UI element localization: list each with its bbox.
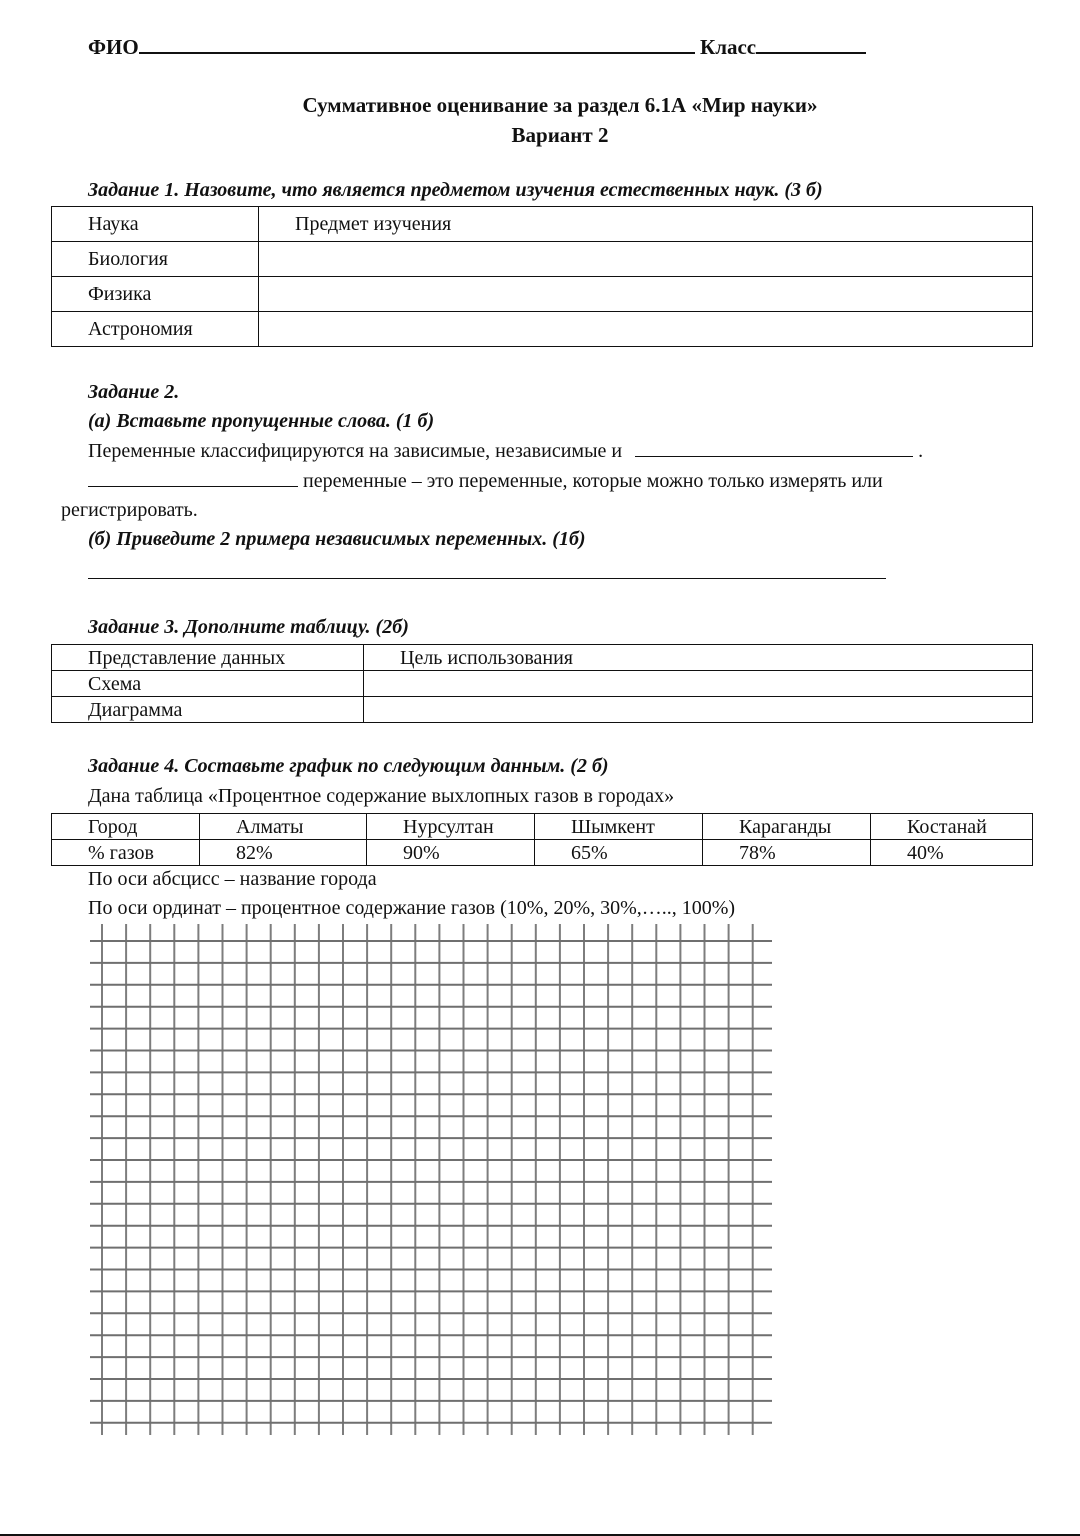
gas-data-table [51,813,1033,866]
value-cell: 40% [871,840,1033,866]
city-cell: Нурсултан [367,814,535,840]
task2-part-b: (б) Приведите 2 примера независимых переменных. (1б) [88,528,586,550]
answer-cell[interactable] [259,277,1033,312]
row-header-cell: % газов [52,840,200,866]
class-label: Класс [699,35,757,59]
answer-cell[interactable] [259,312,1033,347]
task2-part-a: (а) Вставьте пропущенные слова. (1 б) [88,410,435,432]
graph-paper-grid[interactable] [88,922,778,1437]
row-header-cell: Город [52,814,200,840]
table-row [52,277,1033,312]
table-header-row [52,207,1033,242]
science-cell: Астрономия [52,312,259,347]
value-cell: 90% [367,840,535,866]
class-field[interactable] [756,30,866,54]
document-title [0,90,1080,150]
answer-cell[interactable] [259,242,1033,277]
table-row [52,671,1033,697]
blank-field-2[interactable] [88,470,298,487]
y-axis-note: По оси ординат – процентное содержание газов (10%, 20%, 30%,….., 100%) [88,897,736,919]
city-cell: Костанай [871,814,1033,840]
header-cell: Представление данных [52,645,364,671]
header-cell: Цель использования [364,645,1033,671]
table-row [52,697,1033,723]
table-row [52,242,1033,277]
task3-table [51,644,1033,723]
answer-cell[interactable] [364,671,1033,697]
science-cell: Физика [52,277,259,312]
city-cell: Караганды [703,814,871,840]
task4-heading: Задание 4. Составьте график по следующим данным. (2 б) [88,755,609,777]
answer-cell[interactable] [364,697,1033,723]
city-row [52,814,1033,840]
table-header-row [52,645,1033,671]
task3-heading: Задание 3. Дополните таблицу. (2б) [88,616,409,638]
representation-cell: Схема [52,671,364,697]
title-line-2: Вариант 2 [511,123,609,147]
table-row [52,312,1033,347]
city-cell: Шымкент [535,814,703,840]
value-row [52,840,1033,866]
answer-line[interactable] [88,562,886,579]
task2-sentence-1 [88,440,923,463]
sentence-2-text: переменные – это переменные, которые можно только измерять или [303,470,883,492]
value-cell: 82% [200,840,367,866]
header-cell: Предмет изучения [259,207,1033,242]
sentence-1-end: . [918,440,924,462]
science-cell: Биология [52,242,259,277]
city-cell: Алматы [200,814,367,840]
task2-sentence-2 [88,470,883,493]
sentence-1-text: Переменные классифицируются на зависимые, независимые и [88,440,623,462]
header-cell: Наука [52,207,259,242]
task2-heading: Задание 2. [88,381,180,403]
name-label: ФИО [88,35,139,59]
title-line-1: Суммативное оценивание за раздел 6.1А «Мир науки» [302,93,818,117]
value-cell: 65% [535,840,703,866]
name-field[interactable] [139,30,695,54]
task2-sentence-2-continued: регистрировать. [61,499,198,521]
student-header [88,30,866,60]
x-axis-note: По оси абсцисс – название города [88,868,377,890]
task1-heading: Задание 1. Назовите, что является предметом изучения естественных наук. (3 б) [88,179,823,201]
task4-intro: Дана таблица «Процентное содержание выхлопных газов в городах» [88,785,675,807]
blank-field-1[interactable] [635,440,913,457]
representation-cell: Диаграмма [52,697,364,723]
task1-table [51,206,1033,347]
value-cell: 78% [703,840,871,866]
